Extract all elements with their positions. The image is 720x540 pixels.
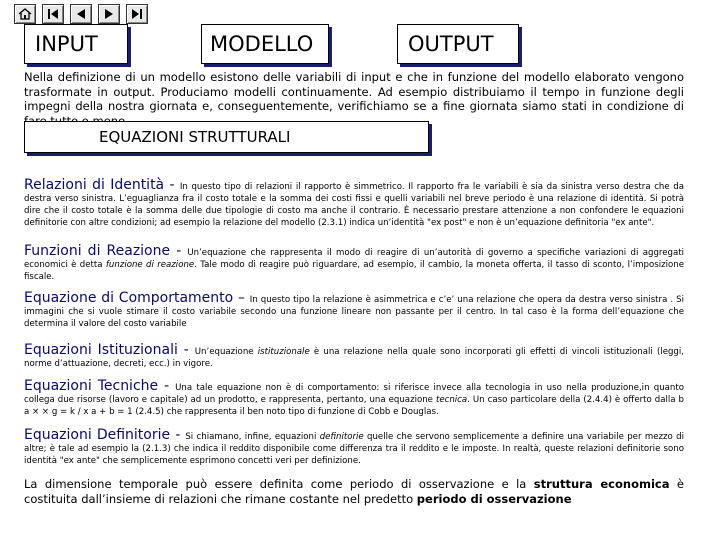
last-icon [130, 8, 144, 20]
section-istituzionali [24, 344, 684, 370]
section-text-italic: tecnica [435, 395, 468, 405]
section-title: Relazioni di Identità [24, 177, 165, 193]
formula: b a × × g = k / x a + b = 1 (2.4.5) [24, 395, 684, 417]
conclusion-bold: struttura economica [533, 477, 670, 491]
section-text: In questo tipo la relazione è asimmetrica e c’e’ una relazione che opera da destra verso sinistra . Si immagini che si vuole stimare il costo variabile secondo una funzione lineare non passante per il centro. In tal caso è la forma dell’equazione che determina il valore del costo variabile [24, 295, 685, 329]
section-separator: - [164, 177, 180, 193]
section-text-italic: definitorie [319, 432, 364, 442]
section-text: Una tale equazione non è di comportamento: si riferisce invece alla tecnologia in uso nella produzione,in quanto collega due risorse (lavoro e capitale) ad un prodotto, e rappresenta, pertanto, una equazione [24, 383, 684, 405]
section-text: Un’equazione che rappresenta il modo di reagire di un’autorità di governo a specifiche variazioni di aggregati economici è detta [24, 248, 685, 270]
section-separator: - [158, 378, 176, 394]
next-slide-button[interactable] [98, 4, 120, 24]
section-comportamento [24, 292, 684, 330]
first-icon [46, 8, 60, 20]
section-title: Funzioni di Reazione [24, 243, 171, 259]
section-text: Un’equazione [194, 347, 258, 357]
section-text-italic: istituzionale [257, 347, 310, 357]
first-slide-button[interactable] [42, 4, 64, 24]
section-title: Equazioni Tecniche [24, 378, 159, 394]
equazioni-strutturali-box [24, 121, 429, 153]
section-separator: - [170, 243, 188, 259]
input-box [24, 24, 128, 64]
previous-slide-button[interactable] [70, 4, 92, 24]
section-title: Equazione di Comportamento [24, 290, 234, 306]
conclusion-text: è costituita dall’insieme di relazioni che rimane costante nel predetto [24, 477, 684, 506]
section-title: Equazioni Istituzionali [24, 342, 178, 358]
last-slide-button[interactable] [126, 4, 148, 24]
conclusion-paragraph [24, 477, 684, 506]
conclusion-text: La dimensione temporale può essere definita come periodo di osservazione e la [24, 477, 534, 491]
section-text: è una relazione nella quale sono incorporati gli effetti di vincoli istituzionali (leggi, norme d’attuazione, decreti, ecc.) in vigore. [24, 347, 685, 369]
conclusion-bold: periodo di osservazione [416, 491, 572, 506]
section-separator: - [170, 427, 186, 443]
section-separator: - [177, 342, 195, 358]
home-button[interactable] [14, 4, 36, 24]
section-reazione [24, 245, 684, 283]
equazioni-strutturali-label: EQUAZIONI STRUTTURALI [99, 128, 291, 146]
section-text: che rappresenta il ben noto tipo di funzione di Cobb e Douglas. [163, 407, 439, 417]
navigation-bar [14, 4, 148, 24]
section-text: . Tale modo di reagire può riguardare, ad esempio, il cambio, la moneta offerta, il tasso di sconto, l’imposizione fiscale. [24, 260, 685, 282]
section-title: Equazioni Definitorie [24, 427, 171, 443]
modello-label: MODELLO [210, 32, 314, 56]
intro-paragraph: Nella definizione di un modello esistono delle variabili di input e che in funzione del modello elaborato vengono trasformate in output. Produciamo modelli continuamente. Ad esempio distribuiamo il tempo in funzione degli impegni della nostra giornata e, conseguentemente, verifichiamo se a fine giornata siamo stati in condizione di [24, 70, 684, 113]
section-text: In questo tipo di relazioni il rapporto è simmetrico. Il rapporto fra le variabili è sia da sinistra verso destra che da destra verso sinistra. L’eguaglianza fra il costo totale e la somma dei costi fissi e quelli variabili nel breve periodo è una relazione di identità. Si potrà dire che il costo totale è la somma delle due tipologie di costo ma anche il contrario. È necessario prestare attenzione a non confondere le equazioni definitorie con altre condizioni; ad esempio la relazione del modello (2.3.1) indica un’identità "ex post" e non è un’equazione definitoria "ex ante". [24, 182, 685, 228]
section-text: . Un caso particolare della (2.4.4) è offerto dalla [467, 395, 679, 405]
section-definitorie [24, 429, 684, 467]
output-label: OUTPUT [408, 32, 494, 56]
output-box [397, 24, 519, 64]
previous-icon [74, 8, 88, 20]
section-identita [24, 179, 684, 229]
section-text: quelle che servono semplicemente a definire una variabile per mezzo di altre; è tale ad esempio la (2.1.3) che indica il reddito disponibile come differenza tra il reddito e le imposte. In realtà, queste relazioni definitorie sono identità "ex ante" che semplicemente esprimono concetti veri per definizione. [24, 432, 685, 466]
section-tecniche [24, 380, 684, 418]
section-text-italic: funzione di reazione [105, 260, 195, 270]
modello-box [201, 24, 329, 64]
home-icon [18, 8, 32, 20]
section-text: Si chiamano, infine, equazioni [185, 432, 320, 442]
section-separator: – [233, 290, 250, 306]
next-icon [102, 8, 116, 20]
input-label: INPUT [35, 32, 98, 56]
